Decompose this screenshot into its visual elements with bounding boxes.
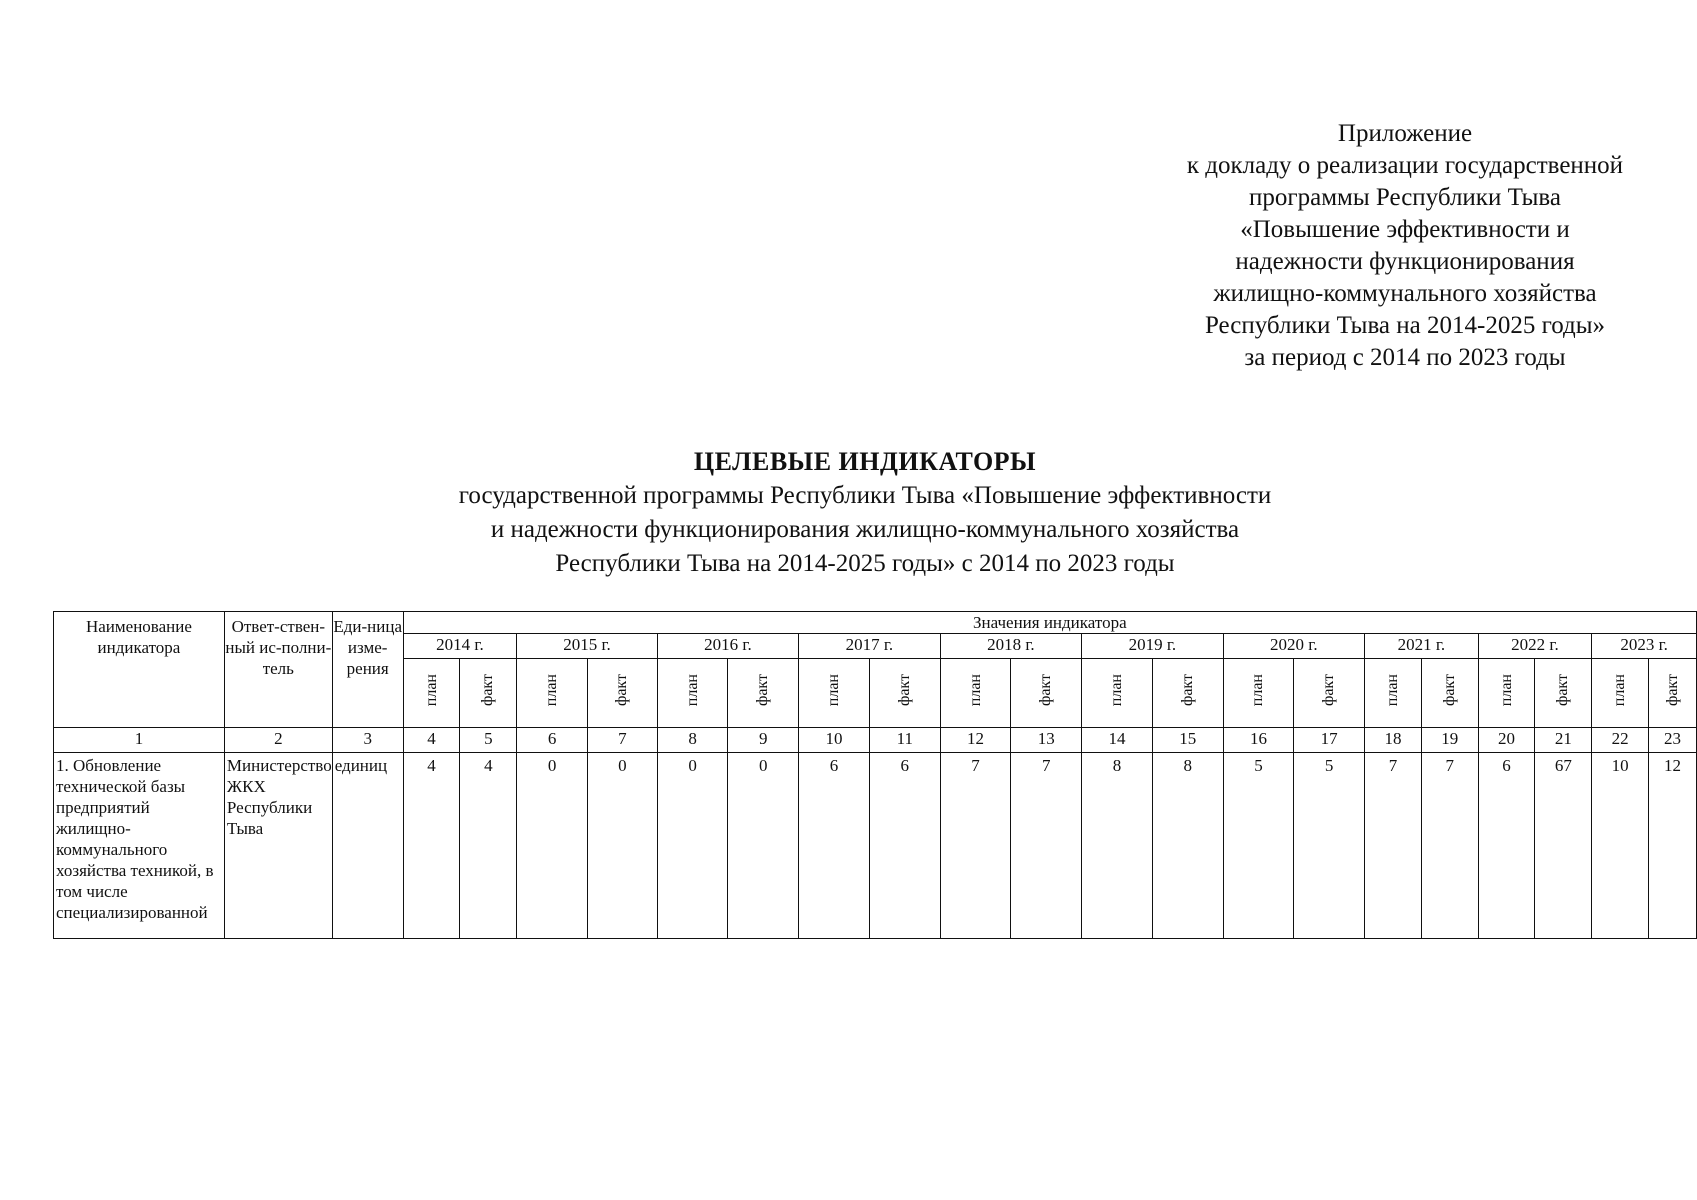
title-line: государственной программы Республики Тыва «Повышение эффективности — [458, 482, 1272, 509]
fact-label: факт — [1663, 674, 1681, 707]
column-number: 19 — [1421, 728, 1478, 753]
appendix-line: Приложение — [1337, 120, 1473, 147]
appendix-line: надежности функционирования — [1235, 248, 1575, 275]
plan-label: план — [1497, 674, 1515, 707]
column-number: 7 — [587, 728, 657, 753]
indicator-value: 5 — [1223, 753, 1294, 939]
column-number: 2 — [224, 728, 332, 753]
plan-header — [1082, 659, 1153, 728]
document-title — [0, 445, 1697, 581]
column-number: 8 — [657, 728, 728, 753]
column-numbers-row — [54, 728, 1697, 753]
indicator-value: 6 — [1478, 753, 1535, 939]
title-heading: ЦЕЛЕВЫЕ ИНДИКАТОРЫ — [693, 447, 1037, 476]
indicator-value: 5 — [1294, 753, 1365, 939]
fact-header — [1011, 659, 1082, 728]
indicator-value: 0 — [728, 753, 799, 939]
indicator-value: 7 — [1421, 753, 1478, 939]
indicators-table — [53, 611, 1697, 939]
column-number: 4 — [403, 728, 460, 753]
header-name: Наименование индикатора — [54, 612, 225, 728]
plan-header — [1223, 659, 1294, 728]
column-number: 1 — [54, 728, 225, 753]
year-header: 2020 г. — [1223, 634, 1364, 659]
column-number: 17 — [1294, 728, 1365, 753]
fact-header — [587, 659, 657, 728]
column-number: 23 — [1649, 728, 1697, 753]
plan-label: план — [1383, 674, 1401, 707]
plan-label: план — [966, 674, 984, 707]
plan-header — [1592, 659, 1649, 728]
column-number: 20 — [1478, 728, 1535, 753]
plan-label: план — [1249, 674, 1267, 707]
fact-label: факт — [754, 674, 772, 707]
title-line: и надежности функционирования жилищно-коммунального хозяйства — [490, 516, 1240, 543]
plan-label: план — [1107, 674, 1125, 707]
plan-label: план — [683, 674, 701, 707]
plan-header — [403, 659, 460, 728]
fact-label: факт — [1320, 674, 1338, 707]
fact-label: факт — [895, 674, 913, 707]
fact-header — [1421, 659, 1478, 728]
appendix-line: за период с 2014 по 2023 годы — [1244, 344, 1566, 371]
plan-header — [799, 659, 870, 728]
fact-label: факт — [1037, 674, 1055, 707]
plan-header — [1365, 659, 1422, 728]
column-number: 12 — [940, 728, 1011, 753]
plan-header — [940, 659, 1011, 728]
indicator-value: 67 — [1535, 753, 1592, 939]
appendix-line: «Повышение эффективности и — [1240, 216, 1570, 243]
column-number: 11 — [869, 728, 940, 753]
year-header: 2023 г. — [1592, 634, 1697, 659]
column-number: 10 — [799, 728, 870, 753]
column-number: 5 — [460, 728, 517, 753]
header-unit: Еди-ница изме-рения — [332, 612, 403, 728]
plan-header — [517, 659, 588, 728]
fact-label: факт — [1440, 674, 1458, 707]
fact-header — [728, 659, 799, 728]
fact-label: факт — [479, 674, 497, 707]
column-number: 21 — [1535, 728, 1592, 753]
year-header: 2016 г. — [657, 634, 798, 659]
plan-label: план — [1611, 674, 1629, 707]
column-number: 3 — [332, 728, 403, 753]
indicator-value: 0 — [657, 753, 728, 939]
year-header: 2014 г. — [403, 634, 517, 659]
fact-label: факт — [613, 674, 631, 707]
year-header: 2018 г. — [940, 634, 1081, 659]
indicator-name: 1. Обновление технической базы предприятий жилищно-коммунального хозяйства техникой, в том числе специализированной — [54, 753, 225, 939]
indicator-value: 4 — [460, 753, 517, 939]
appendix-line: жилищно-коммунального хозяйства — [1213, 280, 1597, 307]
column-number: 22 — [1592, 728, 1649, 753]
fact-label: факт — [1178, 674, 1196, 707]
indicator-value: 6 — [799, 753, 870, 939]
year-header: 2021 г. — [1365, 634, 1479, 659]
fact-header — [869, 659, 940, 728]
year-header: 2022 г. — [1478, 634, 1592, 659]
plan-header — [1478, 659, 1535, 728]
appendix-line: к докладу о реализации государственной — [1186, 152, 1624, 179]
column-number: 16 — [1223, 728, 1294, 753]
indicator-value: 7 — [1011, 753, 1082, 939]
fact-label: факт — [1554, 674, 1572, 707]
indicator-value: 12 — [1649, 753, 1697, 939]
fact-header — [460, 659, 517, 728]
indicator-value: 10 — [1592, 753, 1649, 939]
appendix-line: программы Республики Тыва — [1249, 184, 1561, 211]
year-header: 2019 г. — [1082, 634, 1223, 659]
appendix-block — [1095, 118, 1697, 374]
header-row — [54, 612, 1697, 634]
indicator-value: 8 — [1152, 753, 1223, 939]
table-row — [54, 753, 1697, 939]
indicator-value: 6 — [869, 753, 940, 939]
appendix-line: Республики Тыва на 2014-2025 годы» — [1204, 312, 1606, 339]
indicator-value: 0 — [587, 753, 657, 939]
indicator-value: 8 — [1082, 753, 1153, 939]
indicator-unit: единиц — [332, 753, 403, 939]
indicator-value: 7 — [1365, 753, 1422, 939]
title-line: Республики Тыва на 2014-2025 годы» с 2014 по 2023 годы — [555, 550, 1175, 577]
column-number: 13 — [1011, 728, 1082, 753]
column-number: 14 — [1082, 728, 1153, 753]
fact-header — [1535, 659, 1592, 728]
fact-header — [1294, 659, 1365, 728]
year-header: 2017 г. — [799, 634, 940, 659]
plan-label: план — [422, 674, 440, 707]
year-header: 2015 г. — [517, 634, 657, 659]
header-executor: Ответ-ствен-ный ис-полни-тель — [224, 612, 332, 728]
header-values: Значения индикатора — [403, 612, 1696, 634]
fact-header — [1649, 659, 1697, 728]
fact-header — [1152, 659, 1223, 728]
column-number: 15 — [1152, 728, 1223, 753]
indicator-executor: Министерство ЖКХ Республики Тыва — [224, 753, 332, 939]
column-number: 18 — [1365, 728, 1422, 753]
column-number: 9 — [728, 728, 799, 753]
plan-label: план — [543, 674, 561, 707]
plan-header — [657, 659, 728, 728]
indicator-value: 7 — [940, 753, 1011, 939]
column-number: 6 — [517, 728, 588, 753]
indicator-value: 4 — [403, 753, 460, 939]
indicator-value: 0 — [517, 753, 588, 939]
plan-label: план — [825, 674, 843, 707]
